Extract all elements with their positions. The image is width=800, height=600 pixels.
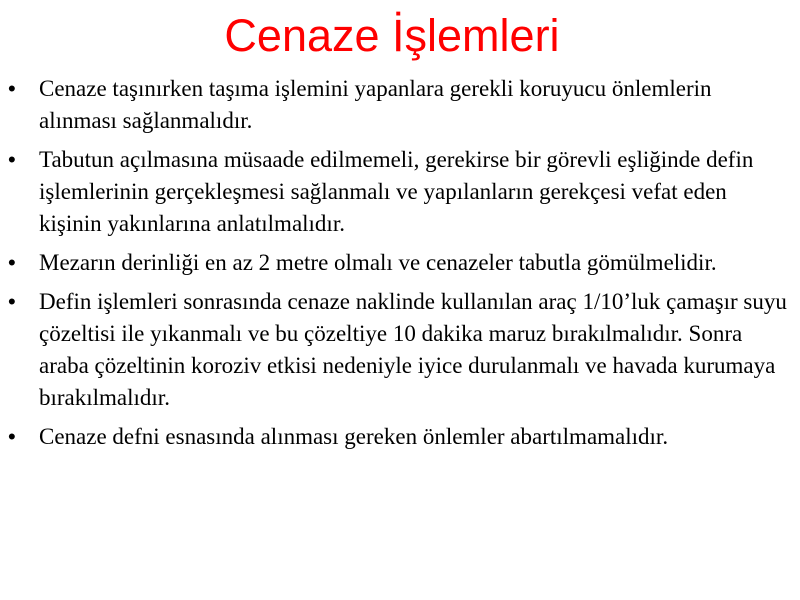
list-item [8, 144, 788, 240]
bullet-icon: • [8, 147, 16, 172]
bullet-text: Tabutun açılmasına müsaade edilmemeli, gerekirse bir görevli eşliğinde defin işlemlerinin gerçekleşmesi sağlanmalı ve yapılanların gerekçesi vefat eden kişinin yakınlarına anlatılmalıdır. [39, 147, 754, 236]
bullet-text: Cenaze taşınırken taşıma işlemini yapanlara gerekli koruyucu önlemlerin alınması sağlanmalıdır. [39, 76, 712, 133]
list-item [8, 73, 788, 137]
bullet-text: Cenaze defni esnasında alınması gereken önlemler abartılmamalıdır. [39, 424, 669, 449]
bullet-icon: • [8, 424, 16, 449]
bullet-icon: • [8, 76, 16, 101]
bullet-icon: • [8, 250, 16, 275]
list-item [8, 286, 788, 414]
bullet-text: Defin işlemleri sonrasında cenaze naklinde kullanılan araç 1/10’luk çamaşır suyu çözeltisi ile yıkanmalı ve bu çözeltiye 10 dakika maruz bırakılmalıdır. Sonra araba çözeltinin koroziv etkisi nedeniyle iyice durulanmalı ve havada kurumaya bırakılmalıdır. [39, 289, 787, 410]
slide-title: Cenaze İşlemleri [224, 10, 560, 61]
bullet-icon: • [8, 289, 16, 314]
list-item [8, 421, 788, 453]
bullet-list [8, 73, 788, 460]
list-item [8, 247, 788, 279]
bullet-text: Mezarın derinliği en az 2 metre olmalı ve cenazeler tabutla gömülmelidir. [39, 250, 717, 275]
